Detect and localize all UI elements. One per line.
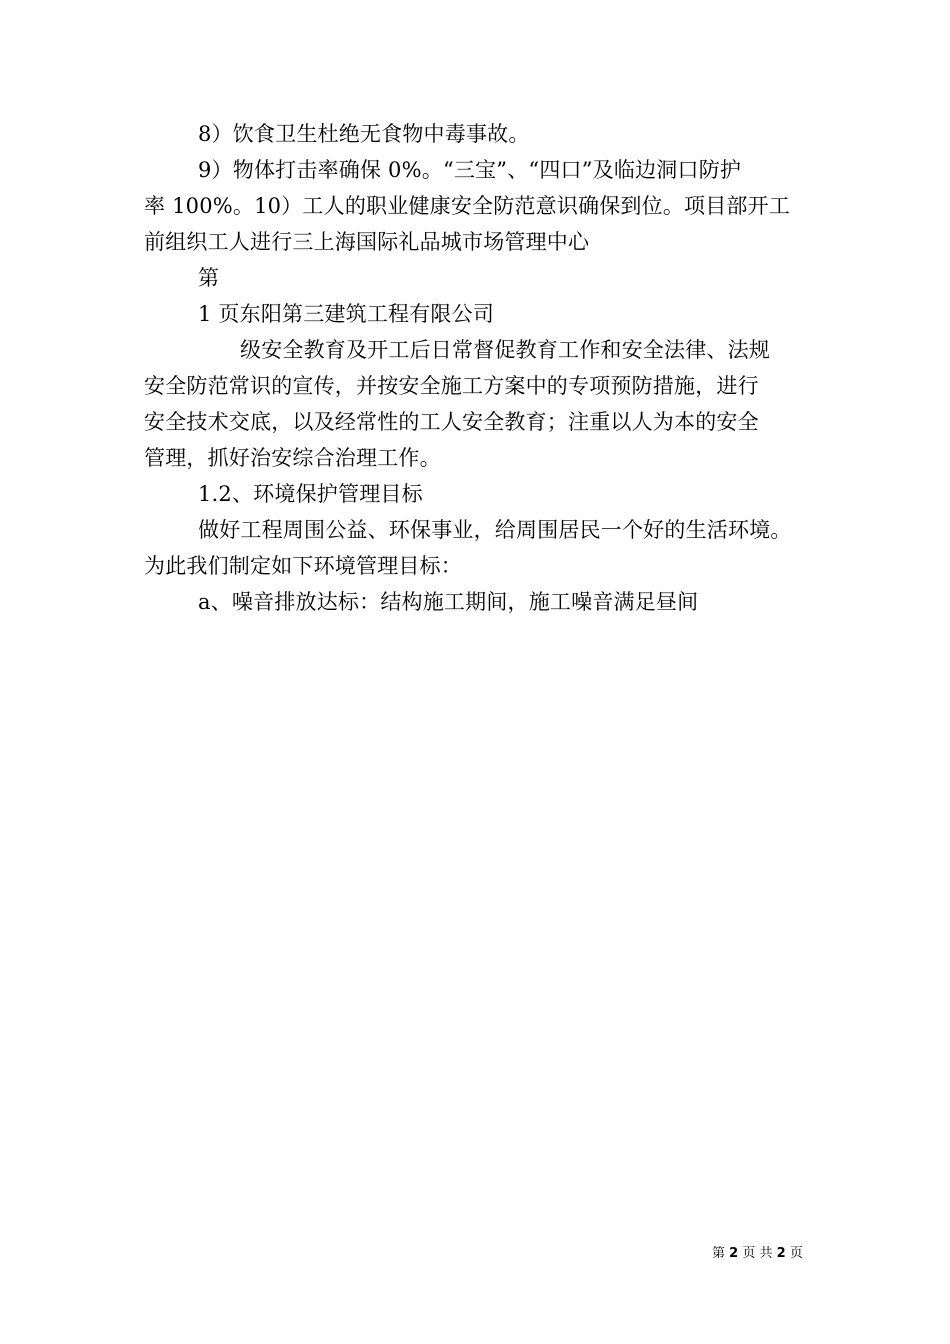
section-heading: 1.2、环境保护管理目标 (198, 482, 423, 506)
paragraph-line: 安全防范常识的宣传，并按安全施工方案中的专项预防措施，进行 (144, 374, 759, 398)
paragraph-line: 9）物体打击率确保 0%。“三宝”、“四口”及临边洞口防护 (198, 158, 742, 182)
paragraph-line: 1 页东阳第三建筑工程有限公司 (198, 302, 495, 326)
paragraph-line: 前组织工人进行三上海国际礼品城市场管理中心 (144, 230, 590, 254)
paragraph-line: 做好工程周围公益、环保事业，给周围居民一个好的生活环境。 (198, 518, 792, 542)
paragraph-line: 安全技术交底，以及经常性的工人安全教育；注重以人为本的安全 (144, 410, 759, 434)
page-footer (712, 1245, 803, 1263)
paragraph-line: a、噪音排放达标：结构施工期间，施工噪音满足昼间 (198, 590, 699, 614)
footer-middle: 页 共 (742, 1246, 773, 1261)
document-body (144, 116, 809, 620)
paragraph-line: 8）饮食卫生杜绝无食物中毒事故。 (198, 122, 530, 146)
footer-suffix: 页 (789, 1246, 803, 1261)
footer-total-pages: 2 (776, 1246, 786, 1261)
paragraph-line: 第 (198, 266, 220, 290)
paragraph-line: 管理，抓好治安综合治理工作。 (144, 446, 441, 470)
footer-prefix: 第 (712, 1246, 726, 1261)
paragraph-line: 率 100%。10）工人的职业健康安全防范意识确保到位。项目部开工 (144, 194, 791, 218)
paragraph-line: 为此我们制定如下环境管理目标： (144, 554, 462, 578)
paragraph-line: 级安全教育及开工后日常督促教育工作和安全法律、法规 (240, 338, 770, 362)
footer-current-page: 2 (729, 1246, 739, 1261)
